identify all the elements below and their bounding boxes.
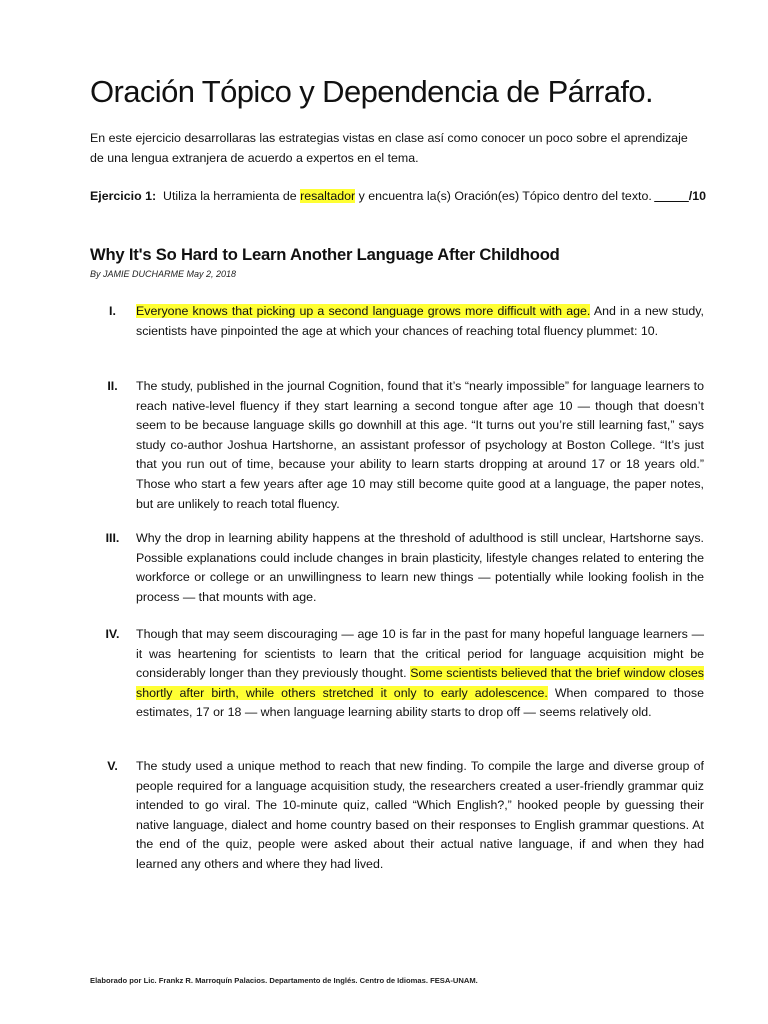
paragraph-text (136, 377, 704, 514)
paragraph-text-after: And in a new study, scientists have pinpointed the age at which your chances of reaching total fluency plummet: 10. (136, 304, 704, 338)
paragraph-numeral: II. (107, 379, 118, 393)
exercise-instructions (90, 186, 706, 206)
paragraph-text-before: The study used a unique method to reach that new finding. To compile the large and diverse group of people required for a language acquisition study, the researchers created a user-friendly grammar quiz intended to go viral. The 10-minute quiz, called “Which English?,” hooked people by guessing their native language, dialect and home country based on their responses to English grammar questions. At the end of the quiz, people were asked about their actual native language, if and when they had learned any others and where they had lived. (136, 759, 704, 871)
article-byline: By JAMIE DUCHARME May 2, 2018 (90, 269, 237, 279)
paragraph-text-after: When compared to those estimates, 17 or 18 — when language learning ability starts to drop off — seems relatively old. (136, 685, 704, 720)
article-title: Why It's So Hard to Learn Another Language After Childhood (90, 245, 560, 264)
paragraph-numeral: IV. (105, 627, 120, 641)
paragraph-text-before: Though that may seem discouraging — age 10 is far in the past for many hopeful language learners — it was heartening for scientists to learn that the critical period for language acquisition might be considerably longer than they previously thought. (136, 627, 704, 681)
score-blank: _____ (654, 189, 689, 203)
exercise-text-before: Utiliza la herramienta de (163, 189, 297, 203)
paragraph-numeral: V. (107, 759, 118, 773)
paragraph-text (136, 625, 704, 723)
score-field (654, 186, 706, 206)
exercise-text-after: y encuentra la(s) Oración(es) Tópico dentro del texto. (358, 189, 652, 203)
paragraph-numeral: III. (105, 531, 120, 545)
highlighted-word: resaltador (300, 189, 356, 203)
paragraph-text-before: The study, published in the journal Cognition, found that it’s “nearly impossible” for language learners to reach native-level fluency if they start learning a second tongue after age 10 — though that doesn’t seem to be because language skills go downhill at this age. “It turns out you’re still learning fast,” says study co-author Joshua Hartshorne, an assistant professor of psychology at Boston College. “It’s just that you run out of time, because your ability to learn starts dropping at around 17 or 18 years old.” Those who start a few years after age 10 may still become quite good at a language, the paper notes, but are unlikely to reach total fluency. (136, 379, 704, 511)
paragraph-numeral: I. (109, 304, 116, 318)
page-footer: Elaborado por Lic. Frankz R. Marroquín Palacios. Departamento de Inglés. Centro de Idiomas. FESA-UNAM. (90, 976, 478, 985)
intro-paragraph: En este ejercicio desarrollaras las estrategias vistas en clase así como conocer un poco sobre el aprendizaje de una lengua extranjera de acuerdo a expertos en el tema. (90, 131, 688, 165)
score-total: /10 (688, 189, 706, 203)
paragraph-text-before: Why the drop in learning ability happens at the threshold of adulthood is still unclear, Hartshorne says. Possible explanations could include changes in brain plasticity, lifestyle changes related to entering the workforce or college or an unwillingness to learn new things — potentially while looking foolish in the process — that mounts with age. (136, 531, 704, 604)
paragraph-text (136, 529, 704, 607)
paragraph-text (136, 302, 704, 341)
topic-sentence-highlight: Some scientists believed that the brief window closes shortly after birth, while others stretched it only to early adolescence. (136, 666, 704, 700)
paragraph-text (136, 757, 704, 875)
topic-sentence-highlight: Everyone knows that picking up a second language grows more difficult with age. (136, 304, 591, 318)
exercise-label: Ejercicio 1: (90, 189, 157, 203)
page-title: Oración Tópico y Dependencia de Párrafo. (90, 74, 654, 109)
